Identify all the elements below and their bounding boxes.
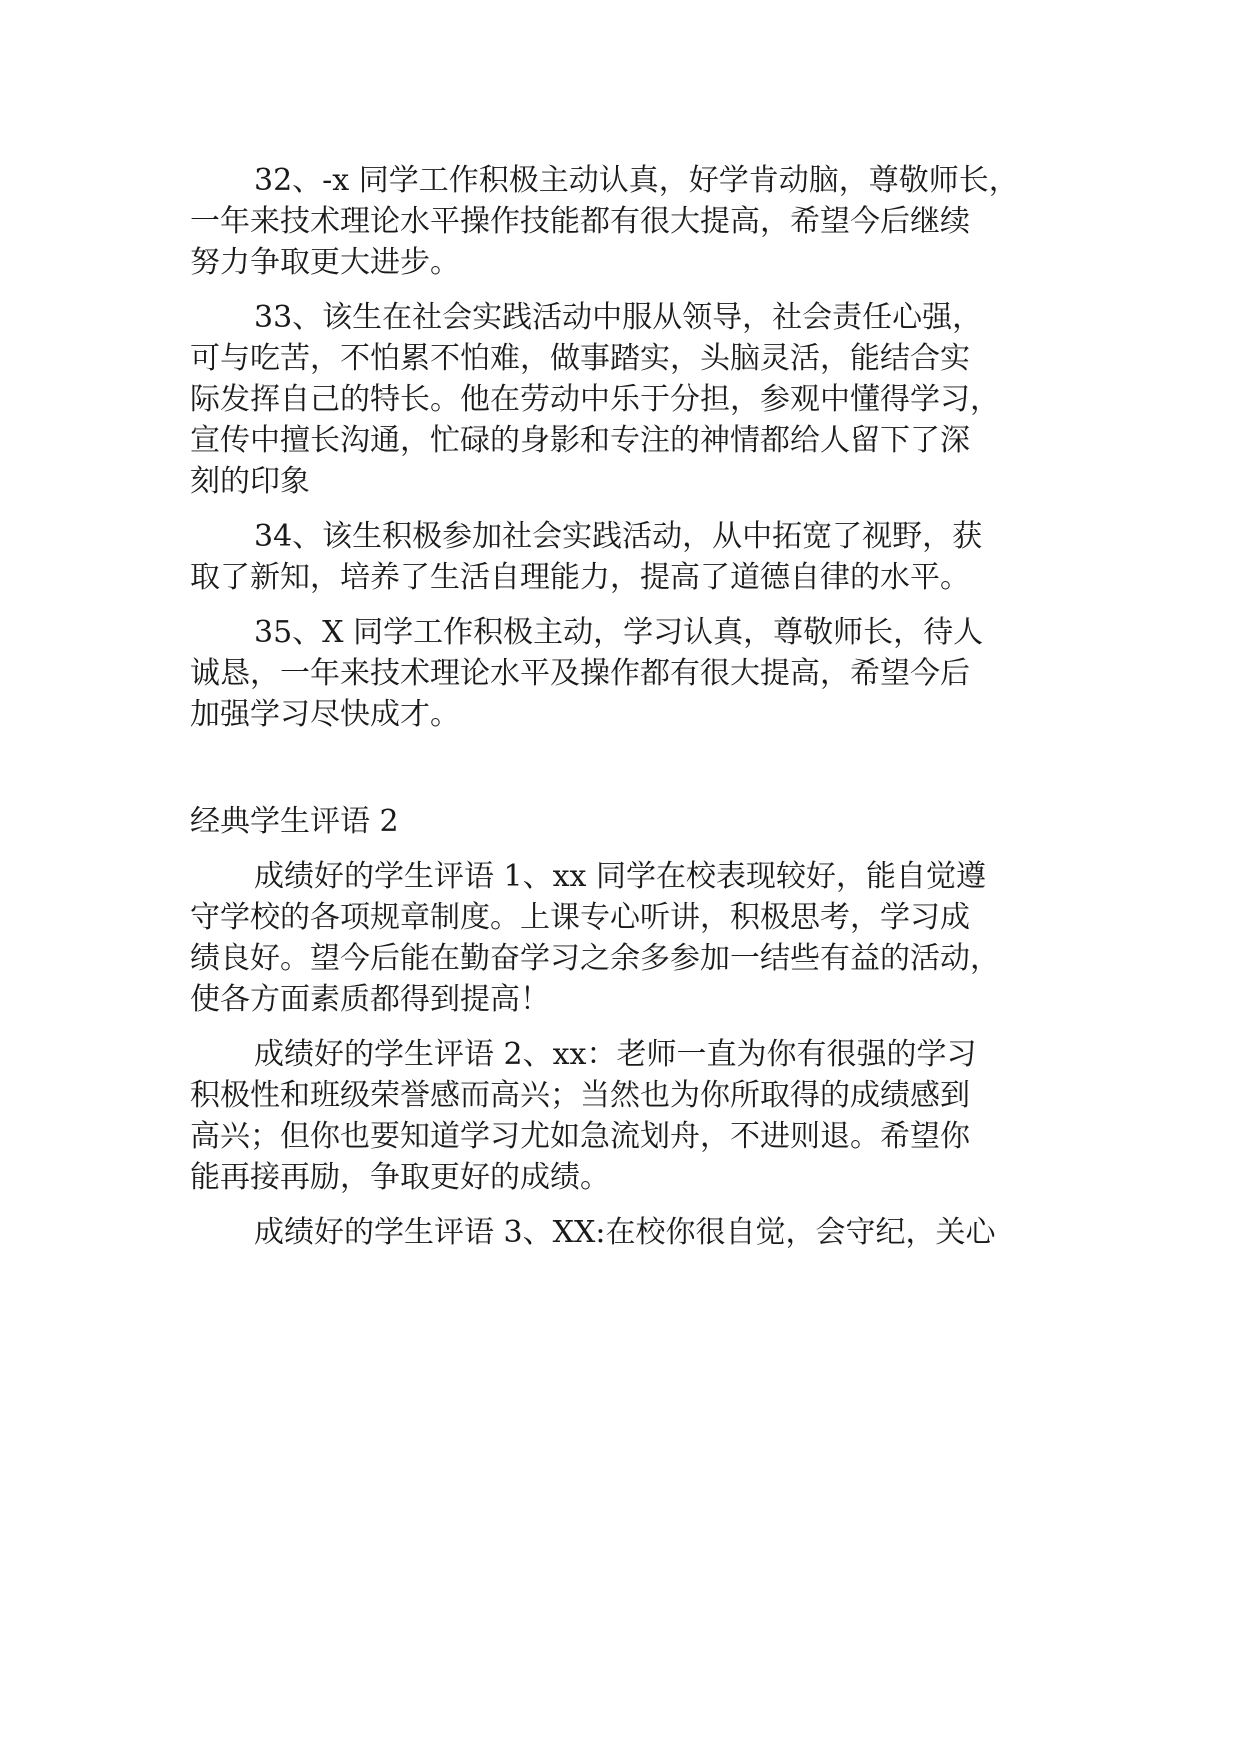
paragraph-line: 能再接再励，争取更好的成绩。 [190, 1160, 610, 1195]
grade-comment-paragraph-2 [190, 1034, 1090, 1198]
section-heading [190, 801, 1090, 842]
grade-comment-paragraph-3 [190, 1212, 1090, 1253]
paragraph-line: 成绩好的学生评语 2、xx：老师一直为你有很强的学习 [254, 1037, 977, 1072]
document-body [190, 160, 1090, 1253]
comment-paragraph-32 [190, 160, 1090, 283]
comment-paragraph-35 [190, 612, 1090, 735]
comment-paragraph-33 [190, 297, 1090, 502]
paragraph-line: 努力争取更大进步。 [190, 245, 460, 280]
paragraph-line: 成绩好的学生评语 1、xx 同学在校表现较好，能自觉遵 [254, 859, 986, 894]
paragraph-line: 一年来技术理论水平操作技能都有很大提高，希望今后继续 [190, 204, 970, 239]
paragraph-line: 33、该生在社会实践活动中服从领导，社会责任心强， [254, 300, 983, 335]
paragraph-line: 32、-x 同学工作积极主动认真，好学肯动脑，尊敬师长， [254, 163, 1019, 198]
paragraph-line: 成绩好的学生评语 3、XX:在校你很自觉，会守纪，关心 [254, 1215, 996, 1250]
paragraph-line: 34、该生积极参加社会实践活动，从中拓宽了视野，获 [254, 519, 983, 554]
paragraph-line: 守学校的各项规章制度。上课专心听讲，积极思考，学习成 [190, 900, 970, 935]
paragraph-line: 际发挥自己的特长。他在劳动中乐于分担，参观中懂得学习， [190, 382, 1000, 417]
paragraph-line: 可与吃苦，不怕累不怕难，做事踏实，头脑灵活，能结合实 [190, 341, 970, 376]
paragraph-line: 取了新知，培养了生活自理能力，提高了道德自律的水平。 [190, 560, 970, 595]
section-heading-text: 经典学生评语 2 [190, 804, 399, 839]
paragraph-line: 加强学习尽快成才。 [190, 697, 460, 732]
paragraph-line: 35、X 同学工作积极主动，学习认真，尊敬师长，待人 [254, 615, 984, 650]
grade-comment-paragraph-1 [190, 856, 1090, 1020]
paragraph-line: 刻的印象 [190, 464, 310, 499]
comment-paragraph-34 [190, 516, 1090, 598]
paragraph-line: 使各方面素质都得到提高！ [190, 982, 550, 1017]
paragraph-line: 宣传中擅长沟通，忙碌的身影和专注的神情都给人留下了深 [190, 423, 970, 458]
paragraph-line: 高兴；但你也要知道学习尤如急流划舟，不进则退。希望你 [190, 1119, 970, 1154]
paragraph-line: 绩良好。望今后能在勤奋学习之余多参加一结些有益的活动， [190, 941, 1000, 976]
paragraph-line: 诚恳，一年来技术理论水平及操作都有很大提高，希望今后 [190, 656, 970, 691]
paragraph-line: 积极性和班级荣誉感而高兴；当然也为你所取得的成绩感到 [190, 1078, 970, 1113]
